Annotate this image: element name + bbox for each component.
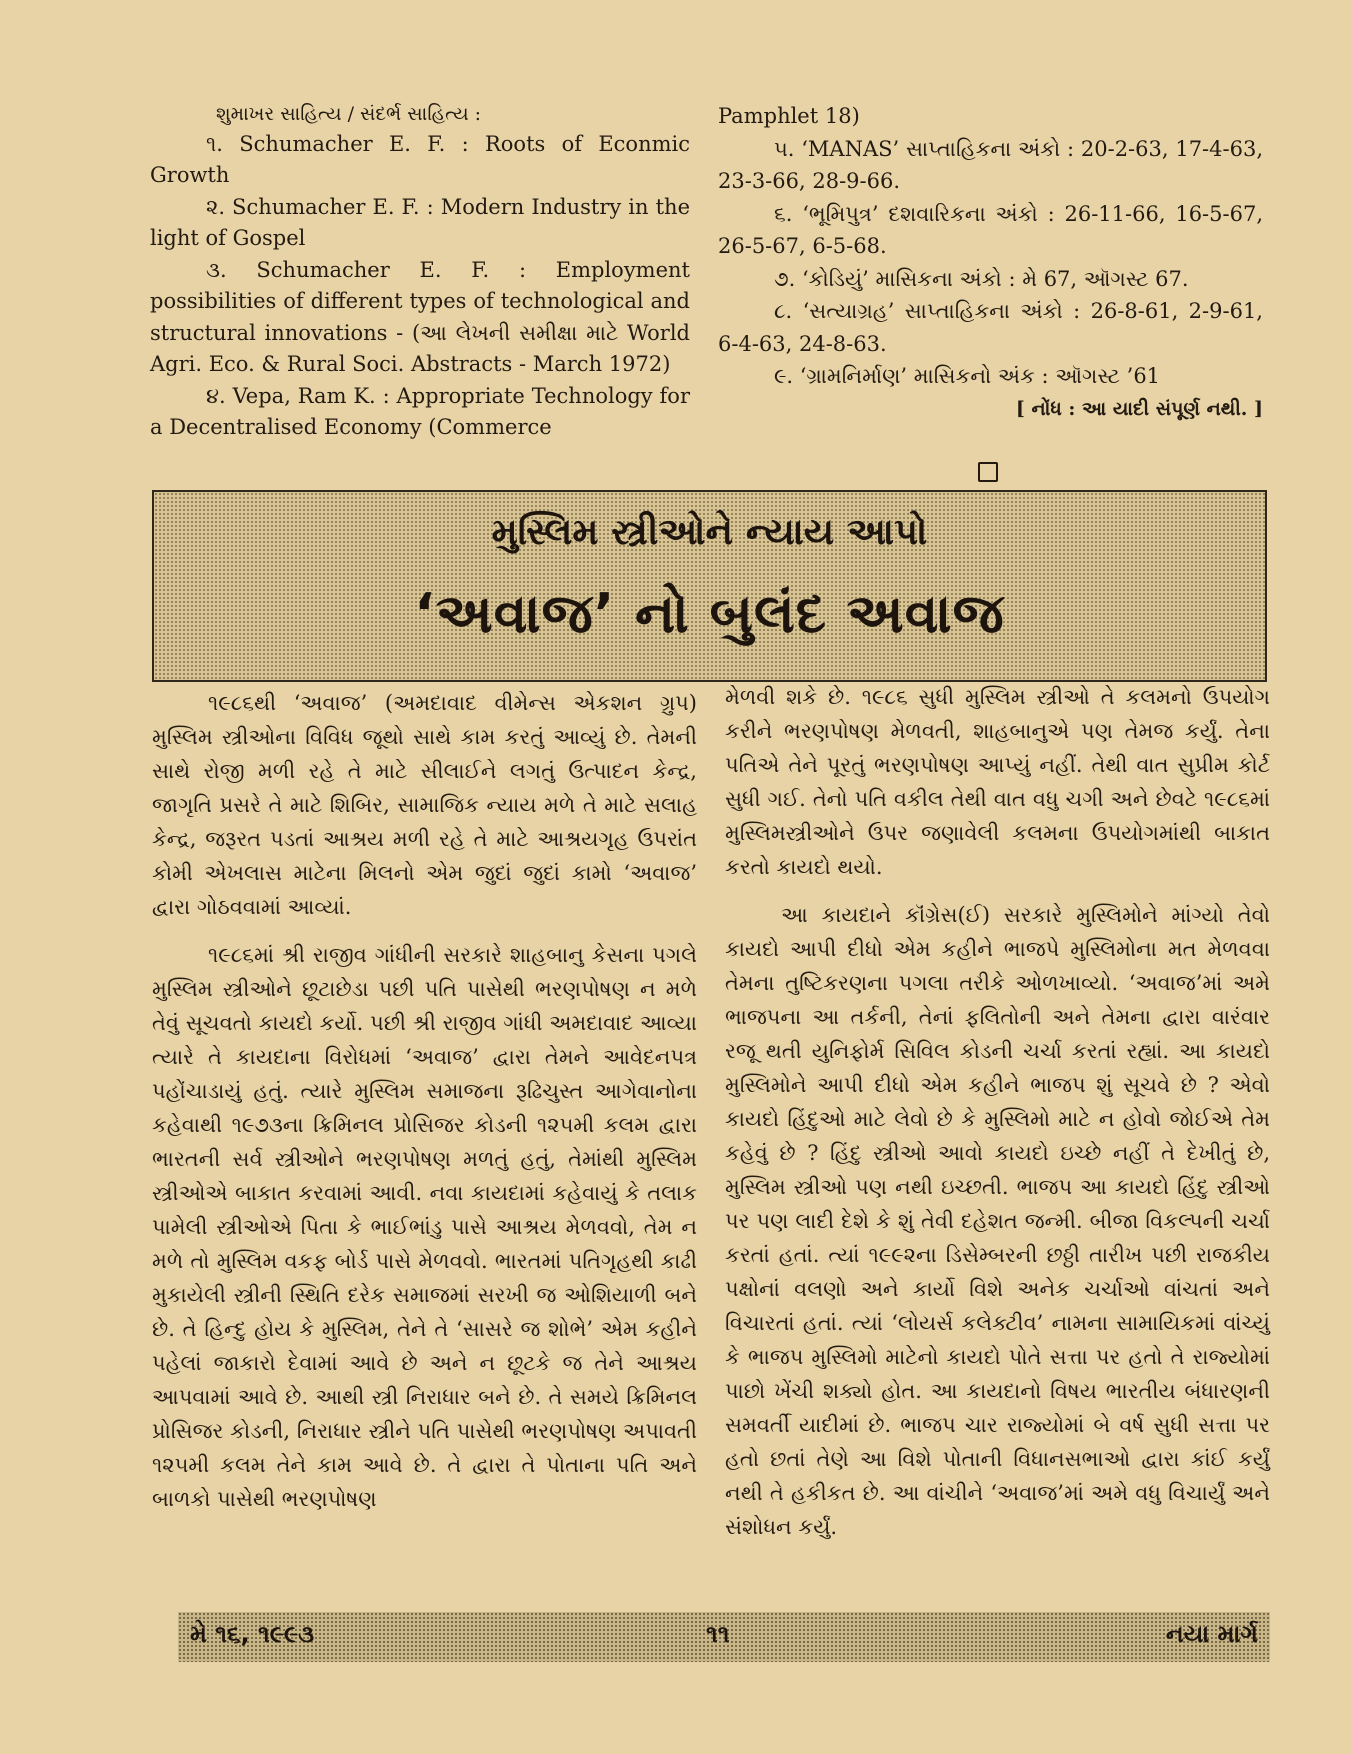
end-of-article-mark xyxy=(978,462,998,482)
reference-item: ૧. Schumacher E. F. : Roots of Econmic Growth xyxy=(150,131,690,187)
article-body-right-column xyxy=(725,680,1270,1544)
references-right-column xyxy=(718,100,1263,424)
reference-item: ૪. Vepa, Ram K. : Appropriate Technology for a Decentralised Economy (Commerce xyxy=(150,383,690,439)
reference-item: ૮. ‘સત્યાગ્રહ’ સાપ્તાહિકના અંકો : 26-8-61, 2-9-61, 6-4-63, 24-8-63. xyxy=(718,299,1263,356)
article-paragraph: ૧૯૮૬થી ‘અવાજ’ (અમદાવાદ વીમેન્સ એકશન ગ્રુપ) મુસ્લિમ સ્ત્રીઓના વિવિધ જૂથો સાથે કામ કરતું આવ્યું છે. તેમની સાથે રોજી મળી રહે તે માટે સીલાઈને લગતું ઉત્પાદન કેન્દ્ર, જાગૃતિ પ્રસરે તે માટે શિબિર, સામાજિક ન્યાય મળે તે માટે સલાહ કેન્દ્ર, જરૂરત પડતાં આશ્રય મળી રહે તે માટે આશ્રયગૃહ ઉપરાંત કોમી એખલાસ માટેના મિલનો એમ જુદાં જુદાં કામો ‘અવાજ’ દ્વારા ગોઠવવામાં આવ્યાં. xyxy=(152,691,697,920)
references-left-column xyxy=(150,100,690,444)
reference-continuation: Pamphlet 18) xyxy=(718,104,860,128)
reference-item: ૭. ‘કોડિયું’ માસિકના અંકો : મે 67, ઑગસ્ટ 67. xyxy=(774,266,1189,291)
issue-date: મે ૧૬, ૧૯૯૩ xyxy=(190,1620,315,1648)
article-paragraph: આ કાયદાને કૉંગ્રેસ(ઈ) સરકારે મુસ્લિમોને માંગ્યો તેવો કાયદો આપી દીધો એમ કહીને ભાજપે મુસ્લિમોના મત મેળવવા તેમના તુષ્ટિકરણના પગલા તરીકે ઓળખાવ્યો. ‘અવાજ’માં અમે ભાજપના આ તર્કની, તેનાં ફલિતોની અને તેમના દ્વારા વારંવાર રજૂ થતી યુનિફોર્મ સિવિલ કોડની ચર્ચા કરતાં રહ્યાં. આ કાયદો મુસ્લિમોને આપી દીધો એમ કહીને ભાજપ શું સૂચવે છે ? એવો કાયદો હિંદુઓ માટે લેવો છે કે મુસ્લિમો માટે ન હોવો જોઈએ તેમ કહેવું છે ? હિંદુ સ્ત્રીઓ આવો કાયદો ઇચ્છે નહીં તે દેખીતું છે, મુસ્લિમ સ્ત્રીઓ પણ નથી ઇચ્છતી. ભાજપ આ કાયદો હિંદુ સ્ત્રીઓ પર પણ લાદી દેશે કે શું તેવી દહેશત જન્મી. બીજા વિકલ્પની ચર્ચા કરતાં હતાં. ત્યાં ૧૯૯૨ના ડિસેમ્બરની છઠ્ઠી તારીખ પછી રાજકીય પક્ષોનાં વલણો અને કાર્યો વિશે અનેક ચર્ચાઓ વાંચતાં અને વિચારતાં હતાં. ત્યાં ‘લોયર્સ કલેક્ટીવ’ નામના સામાયિકમાં વાંચ્યું કે ભાજપ મુસ્લિમો માટેનો કાયદો પોતે સત્તા પર હતો તે રાજ્યોમાં પાછો ખેંચી શક્યો હોત. આ કાયદાનો વિષય ભારતીય બંધારણની સમવર્તી યાદીમાં છે. ભાજપ ચાર રાજ્યોમાં બે વર્ષ સુધી સત્તા પર હતો છતાં તેણે આ વિશે પોતાની વિધાનસભાઓ દ્વારા કાંઈ કર્યું નથી તે હકીકત છે. આ વાંચીને ‘અવાજ’માં અમે વધુ વિચાર્યું અને સંશોધન કર્યું. xyxy=(725,903,1270,1540)
reference-item: ૬. ‘ભૂમિપુત્ર’ દશવારિકના અંકો : 26-11-66, 16-5-67, 26-5-67, 6-5-68. xyxy=(718,201,1263,259)
magazine-name: નયા માર્ગ xyxy=(1165,1620,1258,1648)
article-body-left-column xyxy=(152,686,697,1516)
article-kicker: મુસ્લિમ સ્ત્રીઓને ન્યાય આપો xyxy=(491,510,928,553)
article-paragraph: ૧૯૮૬માં શ્રી રાજીવ ગાંધીની સરકારે શાહબાનુ કેસના પગલે મુસ્લિમ સ્ત્રીઓને છૂટાછેડા પછી પતિ પાસેથી ભરણપોષણ ન મળે તેવું સૂચવતો કાયદો કર્યો. પછી શ્રી રાજીવ ગાંધી અમદાવાદ આવ્યા ત્યારે તે કાયદાના વિરોધમાં ‘અવાજ’ દ્વારા તેમને આવેદનપત્ર પહોંચાડાયું હતું. ત્યારે મુસ્લિમ સમાજના રૂઢિચુસ્ત આગેવાનોના કહેવાથી ૧૯૭૩ના ક્રિમિનલ પ્રોસિજર કોડની ૧૨૫મી કલમ દ્વારા ભારતની સર્વ સ્ત્રીઓને ભરણપોષણ મળતું હતું, તેમાંથી મુસ્લિમ સ્ત્રીઓએ બાકાત કરવામાં આવી. નવા કાયદામાં કહેવાયું કે તલાક પામેલી સ્ત્રીઓએ પિતા કે ભાઈભાંડુ પાસે આશ્રય મેળવવો, તેમ ન મળે તો મુસ્લિમ વકફ બોર્ડ પાસે મેળવવો. ભારતમાં પતિગૃહથી કાઢી મુકાયેલી સ્ત્રીની સ્થિતિ દરેક સમાજમાં સરખી જ ઓશિયાળી બને છે. તે હિન્દુ હોય કે મુસ્લિમ, તેને તે ‘સાસરે જ શોભે’ એમ કહીને પહેલાં જાકારો દેવામાં આવે છે અને ન છૂટકે જ તેને આશ્રય આપવામાં આવે છે. આથી સ્ત્રી નિરાધાર બને છે. તે સમયે ક્રિમિનલ પ્રોસિજર કોડની, નિરાધાર સ્ત્રીને પતિ પાસેથી ભરણપોષણ અપાવતી ૧૨૫મી કલમ તેને કામ આવે છે. તે દ્વારા તે પોતાના પતિ અને બાળકો પાસેથી ભરણપોષણ xyxy=(152,943,697,1512)
references-note: [ નોંધ : આ યાદી સંપૂર્ણ નથી. ] xyxy=(1015,397,1263,420)
reference-item: ૫. ‘MANAS’ સાપ્તાહિકના અંકો : 20-2-63, 17-4-63, 23-3-66, 28-9-66. xyxy=(718,136,1263,194)
reference-item: ૩. Schumacher E. F. : Employment possibilities of different types of technological and structural innovations - (આ લેખની સમીક્ષા માટે World Agri. Eco. & Rural Soci. Abstracts - March 1972) xyxy=(150,257,690,376)
reference-item: ૨. Schumacher E. F. : Modern Industry in the light of Gospel xyxy=(150,194,690,250)
article-title: ‘અવાજ’ નો બુલંદ અવાજ xyxy=(414,582,1005,645)
page-number: ૧૧ xyxy=(706,1620,730,1648)
page-footer xyxy=(178,1612,1270,1662)
article-title-banner xyxy=(152,490,1267,682)
references-heading: શુમાખર સાહિત્ય / સંદર્ભ સાહિત્ય : xyxy=(216,103,482,125)
reference-item: ૯. ‘ગ્રામનિર્માણ’ માસિકનો અંક : ઑગસ્ટ ’61 xyxy=(774,364,1161,389)
article-paragraph: મેળવી શકે છે. ૧૯૮૬ સુધી મુસ્લિમ સ્ત્રીઓ તે કલમનો ઉપયોગ કરીને ભરણપોષણ મેળવતી, શાહબાનુએ પણ તેમજ કર્યું. તેના પતિએ તેને પૂરતું ભરણપોષણ આપ્યું નહીં. તેથી વાત સુપ્રીમ કોર્ટ સુધી ગઈ. તેનો પતિ વકીલ તેથી વાત વધુ ચગી અને છેવટે ૧૯૮૬માં મુસ્લિમસ્ત્રીઓને ઉપર જણાવેલી કલમના ઉપયોગમાંથી બાકાત કરતો કાયદો થયો. xyxy=(725,685,1270,880)
